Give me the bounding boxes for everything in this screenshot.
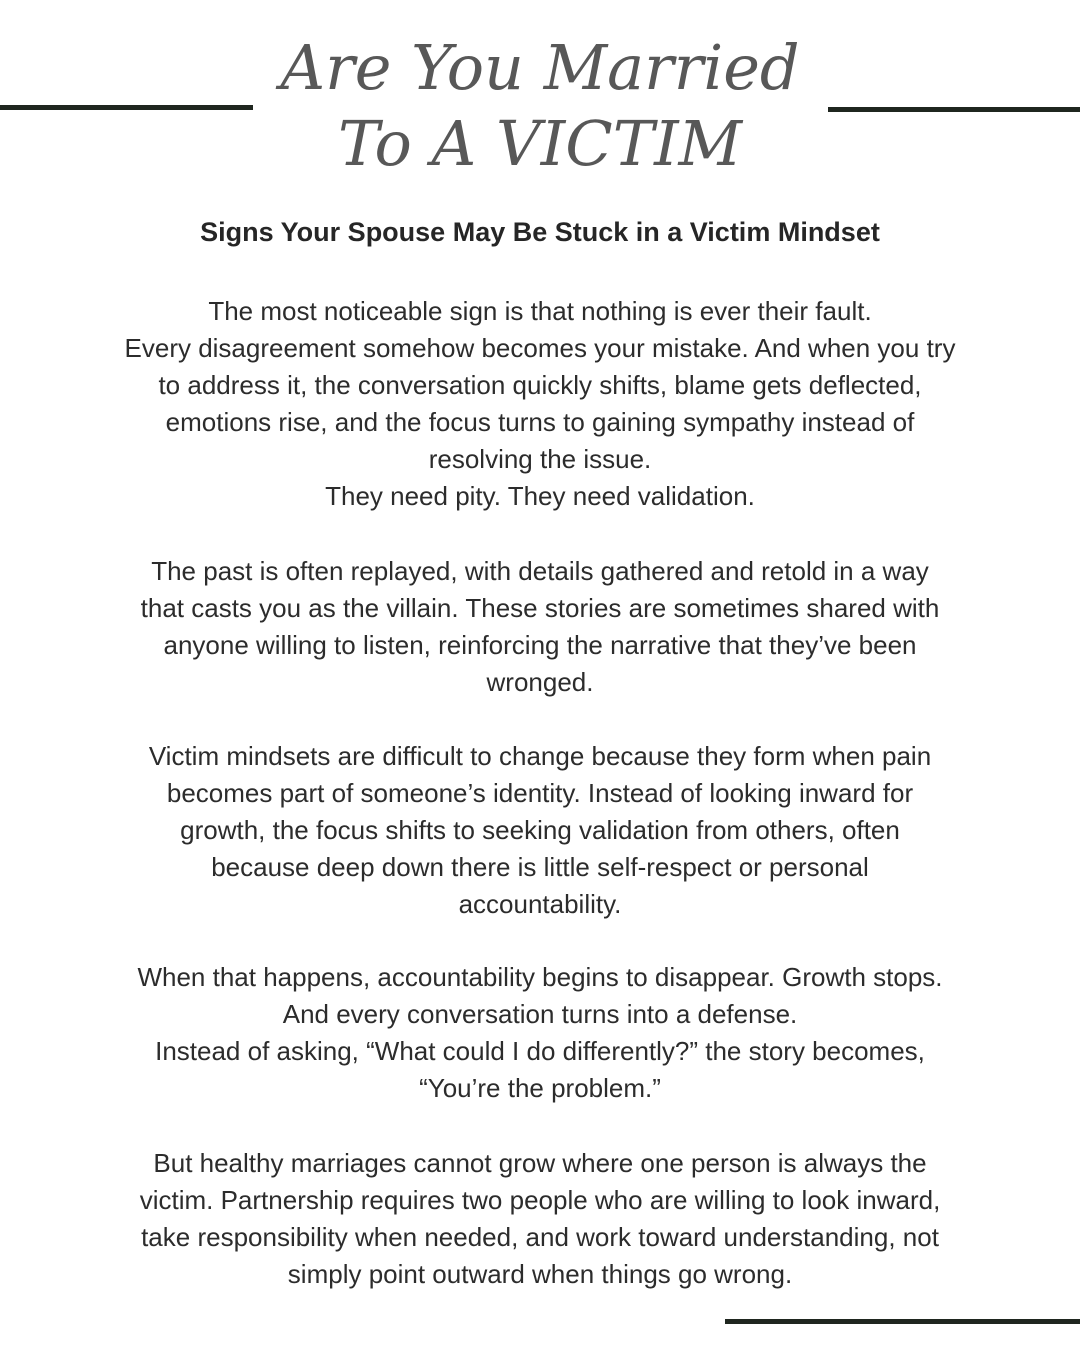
- text-line: Every disagreement somehow becomes your mistake. And when you try: [124, 333, 956, 363]
- text-line: accountability.: [458, 889, 622, 919]
- paragraph-2: [70, 553, 1010, 701]
- text-line: When that happens, accountability begins to disappear. Growth stops.: [137, 962, 943, 992]
- text-line: resolving the issue.: [428, 444, 652, 474]
- text-line: because deep down there is little self-respect or personal: [211, 852, 869, 882]
- text-line: But healthy marriages cannot grow where one person is always the: [153, 1148, 927, 1178]
- bottom-rule: [725, 1319, 1080, 1324]
- subtitle: Signs Your Spouse May Be Stuck in a Victim Mindset: [200, 217, 880, 247]
- paragraph-4: [70, 959, 1010, 1107]
- text-line: “You’re the problem.”: [419, 1073, 661, 1103]
- text-line: simply point outward when things go wrong.: [287, 1259, 793, 1289]
- paragraph-3: [70, 738, 1010, 923]
- text-line: The most noticeable sign is that nothing is ever their fault.: [208, 296, 872, 326]
- text-line: And every conversation turns into a defense.: [282, 999, 798, 1029]
- text-line: to address it, the conversation quickly shifts, blame gets deflected,: [158, 370, 922, 400]
- page-title: [0, 30, 1080, 182]
- text-line: Victim mindsets are difficult to change because they form when pain: [148, 741, 932, 771]
- text-line: becomes part of someone’s identity. Instead of looking inward for: [166, 778, 914, 808]
- paragraph-1: [70, 293, 1010, 515]
- paragraph-5: [70, 1145, 1010, 1293]
- text-line: The past is often replayed, with details gathered and retold in a way: [151, 556, 929, 586]
- title-line-2: To A VICTIM: [337, 107, 743, 180]
- text-line: emotions rise, and the focus turns to gaining sympathy instead of: [165, 407, 915, 437]
- text-line: anyone willing to listen, reinforcing the narrative that they’ve been: [163, 630, 917, 660]
- text-line: Instead of asking, “What could I do differently?” the story becomes,: [155, 1036, 925, 1066]
- text-line: that casts you as the villain. These stories are sometimes shared with: [140, 593, 940, 623]
- title-line-1: Are You Married: [280, 31, 800, 104]
- text-line: take responsibility when needed, and work toward understanding, not: [141, 1222, 939, 1252]
- text-line: They need pity. They need validation.: [325, 481, 755, 511]
- text-line: growth, the focus shifts to seeking validation from others, often: [180, 815, 900, 845]
- text-line: victim. Partnership requires two people who are willing to look inward,: [139, 1185, 941, 1215]
- text-line: wronged.: [486, 667, 594, 697]
